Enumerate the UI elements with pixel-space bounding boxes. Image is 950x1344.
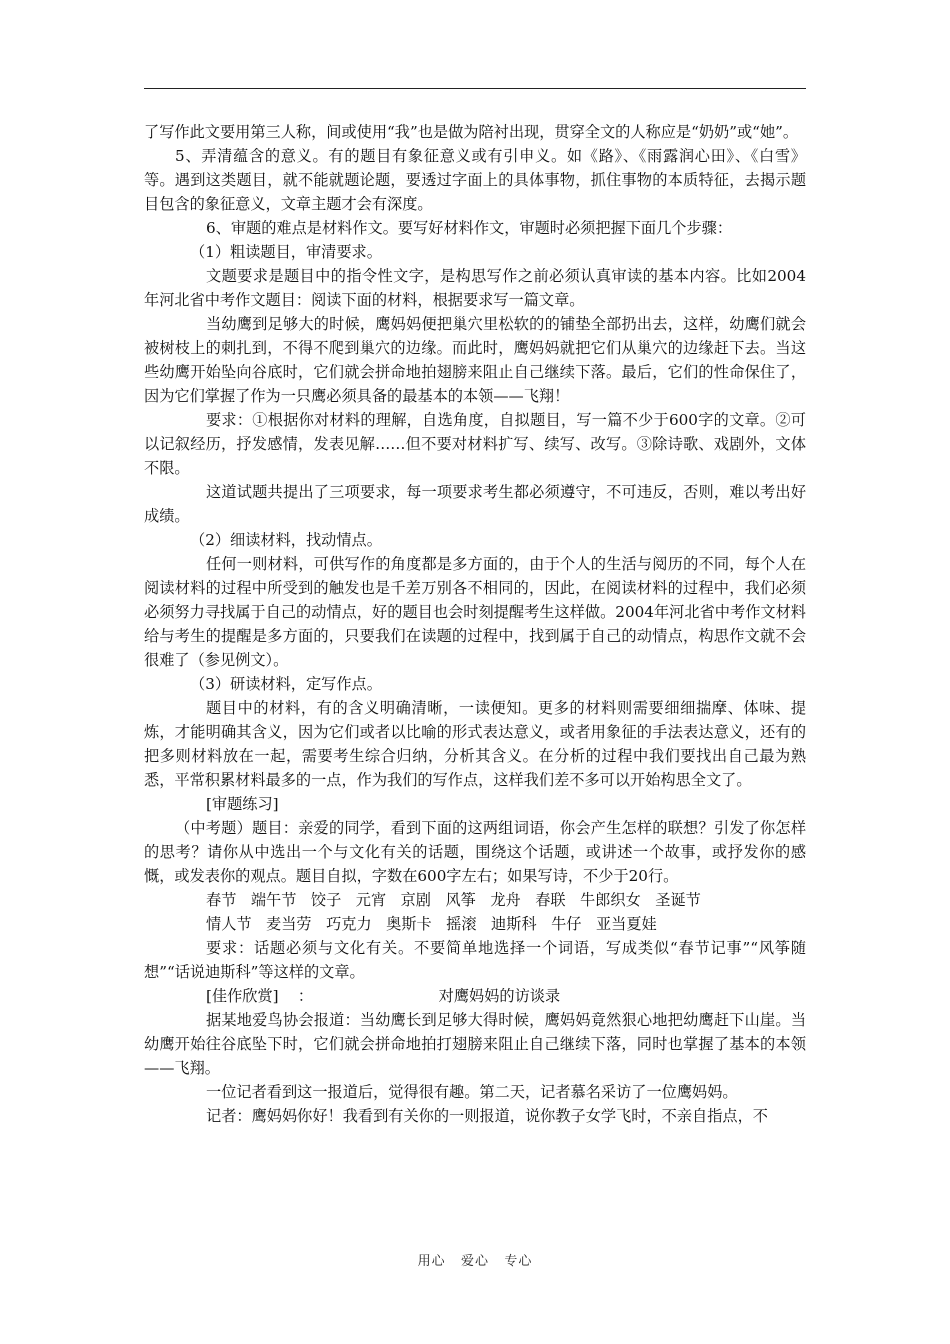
essay-heading-row xyxy=(144,984,806,1008)
document-body xyxy=(144,120,806,1128)
essay-paragraph: 一位记者看到这一报道后，觉得很有趣。第二天，记者慕名采访了一位鹰妈妈。 xyxy=(206,1083,738,1101)
section-heading: （3）研读材料，定写作点。 xyxy=(190,675,382,693)
exam-question: （中考题）题目：亲爱的同学，看到下面的这两组词语，你会产生怎样的联想？引发了你怎样的思考？请你从中选出一个与文化有关的话题，围绕这个话题，或讲述一个故事，或抒发你的感慨，或发表你的观点。题目自拟，字数在600字左右；如果写诗，不少于20行。 xyxy=(144,819,806,885)
paragraph: 文题要求是题目中的指令性文字，是构思写作之前必须认真审读的基本内容。比如2004年河北省中考作文题目：阅读下面的材料，根据要求写一篇文章。 xyxy=(144,267,806,309)
section-heading: （2）细读材料，找动情点。 xyxy=(190,531,382,549)
page-footer: 用心 爱心 专心 xyxy=(417,1254,533,1269)
essay-title: 对鹰妈妈的访谈录 xyxy=(438,987,561,1005)
section-heading: （1）粗读题目，审清要求。 xyxy=(190,243,382,261)
paragraph: 了写作此文要用第三人称，间或使用“我”也是做为陪衬出现，贯穿全文的人称应是“奶奶”或“她”。 xyxy=(144,123,799,141)
essay-section-label: [佳作欣赏] xyxy=(206,987,279,1005)
paragraph: 任何一则材料，可供写作的角度都是多方面的，由于个人的生活与阅历的不同，每个人在阅读材料的过程中所受到的触发也是千差万别各不相同的，因此，在阅读材料的过程中，我们必须必须努力寻找属于自己的动情点，好的题目也会时刻提醒考生这样做。2004年河北省中考作文材料给与考生的提醒是多方面的，只要我们在读题的过程中，找到属于自己的动情点，构思作文就不会很难了（参见例文）。 xyxy=(144,555,806,669)
essay-paragraph: 据某地爱鸟协会报道：当幼鹰长到足够大得时候，鹰妈妈竟然狠心地把幼鹰赶下山崖。当幼鹰开始往谷底坠下时，它们就会拼命地拍打翅膀来阻止自己继续下落，同时也掌握了基本的本领——飞翔。 xyxy=(144,1011,806,1077)
word-group-1: 春节 端午节 饺子 元宵 京剧 风筝 龙舟 春联 牛郎织女 圣诞节 xyxy=(206,891,701,909)
essay-separator: ： xyxy=(297,987,314,1005)
paragraph: 5、弄清蕴含的意义。有的题目有象征意义或有引申义。如《路》、《雨露润心田》、《白雪》等。遇到这类题目，就不能就题论题，要透过字面上的具体事物，抓住事物的本质特征，去揭示题目包含的象征意义，文章主题才会有深度。 xyxy=(144,147,806,213)
practice-heading: [审题练习] xyxy=(206,795,279,813)
essay-paragraph: 记者：鹰妈妈你好！我看到有关你的一则报道，说你教子女学飞时，不亲自指点，不 xyxy=(206,1107,768,1125)
header-rule xyxy=(144,88,806,89)
requirements: 要求：话题必须与文化有关。不要简单地选择一个词语，写成类似“春节记事”“风筝随想”“话说迪斯科”等这样的文章。 xyxy=(144,939,806,981)
paragraph: 这道试题共提出了三项要求，每一项要求考生都必须遵守，不可违反，否则，难以考出好成绩。 xyxy=(144,483,806,525)
requirements: 要求：①根据你对材料的理解，自选角度，自拟题目，写一篇不少于600字的文章。②可以记叙经历，抒发感情，发表见解……但不要对材料扩写、续写、改写。③除诗歌、戏剧外，文体不限。 xyxy=(144,411,806,477)
word-group-2: 情人节 麦当劳 巧克力 奥斯卡 摇滚 迪斯科 牛仔 亚当夏娃 xyxy=(206,915,657,933)
paragraph: 6、审题的难点是材料作文。要写好材料作文，审题时必须把握下面几个步骤： xyxy=(206,219,733,237)
paragraph: 题目中的材料，有的含义明确清晰，一读便知。更多的材料则需要细细揣摩、体味、提炼，才能明确其含义，因为它们或者以比喻的形式表达意义，或者用象征的手法表达意义，还有的把多则材料放在一起，需要考生综合归纳，分析其含义。在分析的过程中我们要找出自己最为熟悉，平常积累材料最多的一点，作为我们的写作点，这样我们差不多可以开始构思全文了。 xyxy=(144,699,806,789)
material-quote: 当幼鹰到足够大的时候，鹰妈妈便把巢穴里松软的的铺垫全部扔出去，这样，幼鹰们就会被树枝上的刺扎到，不得不爬到巢穴的边缘。而此时，鹰妈妈就把它们从巢穴的边缘赶下去。当这些幼鹰开始坠向谷底时，它们就会拼命地拍翅膀来阻止自己继续下落。最后，它们的性命保住了，因为它们掌握了作为一只鹰必须具备的最基本的本领——飞翔！ xyxy=(144,315,806,405)
